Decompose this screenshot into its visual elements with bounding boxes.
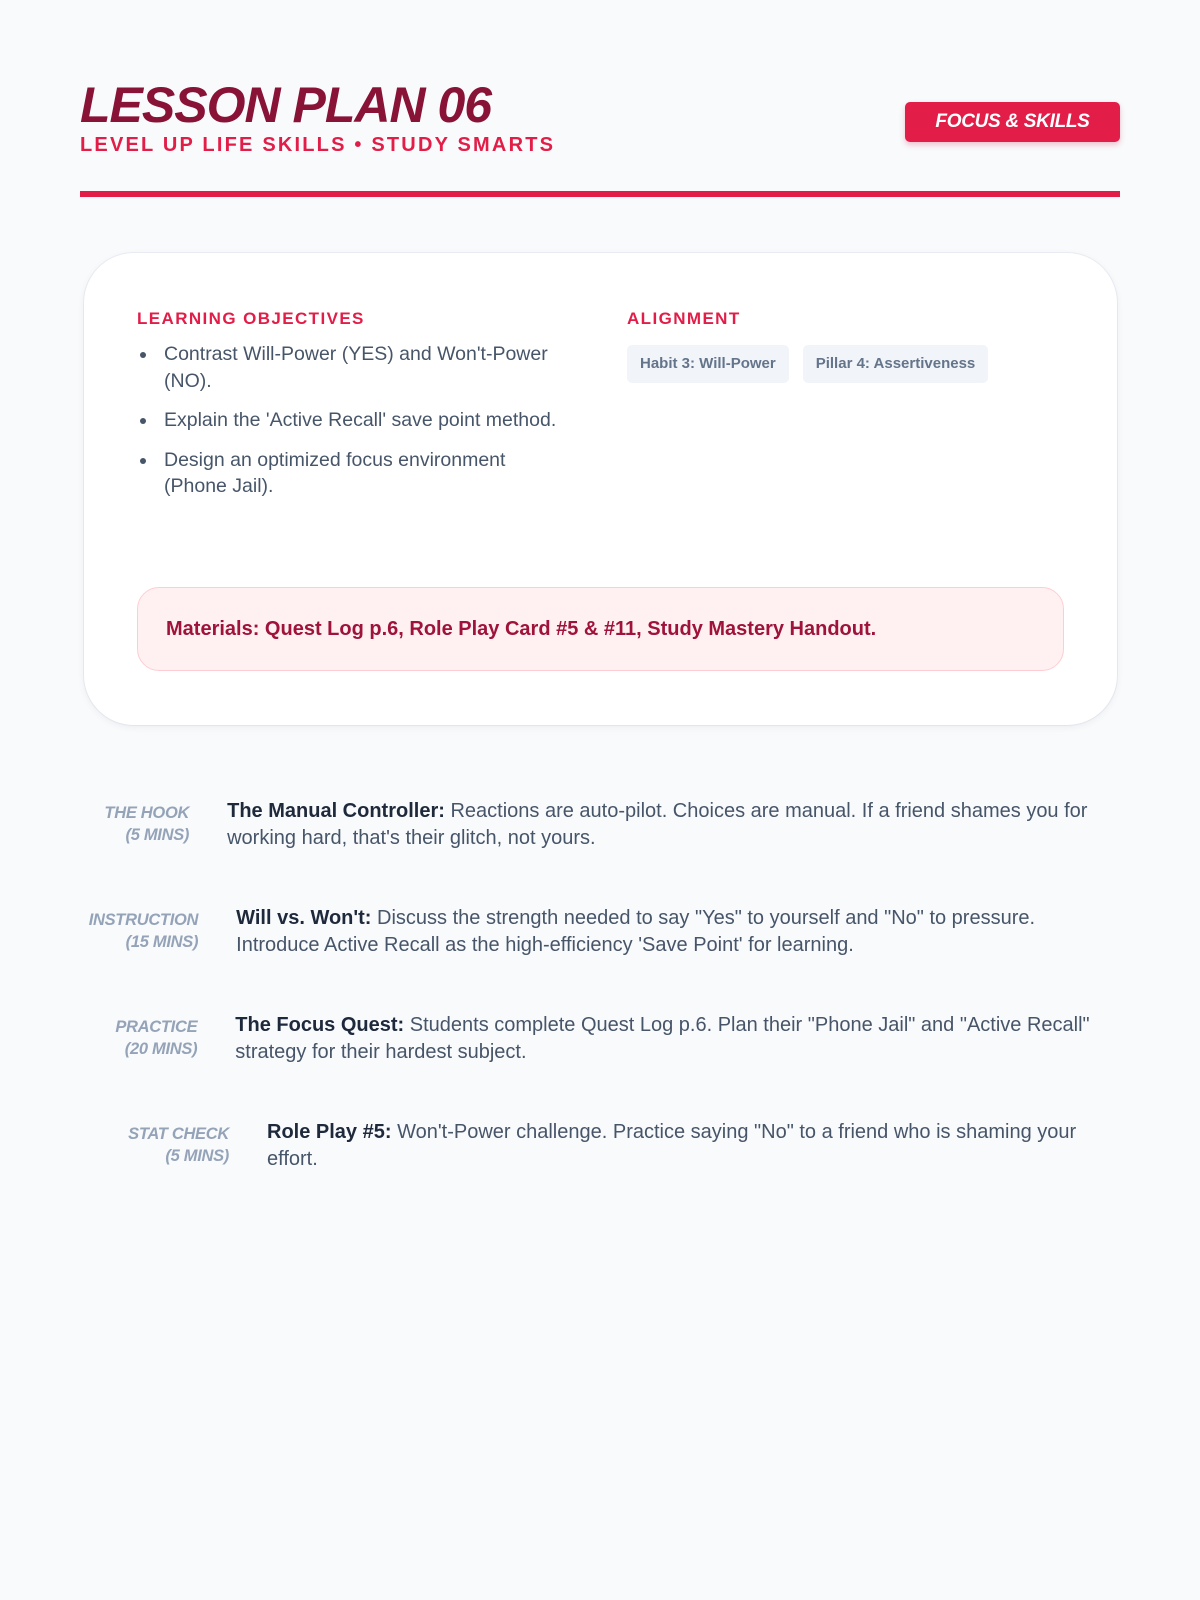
agenda-lead: Role Play #5: (267, 1121, 392, 1143)
alignment-heading: ALIGNMENT (627, 309, 741, 328)
agenda-description (236, 905, 1100, 959)
agenda-item-hook (80, 798, 1100, 852)
alignment-tags (627, 345, 1047, 383)
objective-item: Explain the 'Active Recall' save point method. (137, 407, 557, 434)
agenda-phase: STAT CHECK (128, 1125, 229, 1143)
category-badge: FOCUS & SKILLS (905, 102, 1120, 142)
agenda-body: Reactions are auto-pilot. Choices are manual. If a friend shames you for working hard, that's their glitch, not yours. (227, 800, 1088, 849)
agenda-body: Won't-Power challenge. Practice saying "No" to a friend who is shaming your effort. (267, 1121, 1077, 1170)
agenda-phase: PRACTICE (115, 1018, 198, 1036)
agenda-body: Students complete Quest Log p.6. Plan their "Phone Jail" and "Active Recall" strategy for their hardest subject. (235, 1014, 1090, 1063)
agenda-duration: (5 MINS) (165, 1147, 229, 1165)
agenda-description (227, 798, 1100, 852)
agenda-time (80, 798, 189, 846)
alignment-section (627, 309, 1047, 383)
agenda-item-stat-check (80, 1119, 1100, 1173)
alignment-tag: Pillar 4: Assertiveness (803, 345, 989, 383)
objective-item: Contrast Will-Power (YES) and Won't-Power (NO). (137, 341, 557, 394)
agenda-phase: INSTRUCTION (88, 911, 199, 929)
agenda-lead: The Focus Quest: (235, 1014, 405, 1036)
overview-card (84, 253, 1117, 725)
agenda-description (235, 1012, 1100, 1066)
agenda-lead: The Manual Controller: (227, 800, 445, 822)
page-title: LESSON PLAN 06 (80, 77, 492, 133)
agenda-time (80, 1012, 197, 1060)
agenda-lead: Will vs. Won't: (236, 907, 372, 929)
header (80, 0, 1120, 197)
agenda-body: Discuss the strength needed to say "Yes" to yourself and "No" to pressure. Introduce Active Recall as the high-efficiency 'Save Point' for learning. (236, 907, 1036, 956)
materials-callout: Materials: Quest Log p.6, Role Play Card #5 & #11, Study Mastery Handout. (137, 587, 1064, 671)
agenda-time (80, 905, 198, 953)
agenda-description (267, 1119, 1087, 1173)
page-subtitle: LEVEL UP LIFE SKILLS • STUDY SMARTS (80, 134, 556, 156)
objectives-section (137, 309, 557, 513)
agenda-duration: (15 MINS) (125, 933, 199, 951)
agenda-item-practice (80, 1012, 1100, 1066)
agenda-duration: (5 MINS) (125, 826, 190, 844)
objectives-list (137, 341, 557, 500)
agenda-time (80, 1119, 229, 1167)
agenda-duration: (20 MINS) (124, 1040, 198, 1058)
agenda-phase: THE HOOK (104, 804, 190, 822)
objective-item: Design an optimized focus environment (Phone Jail). (137, 447, 557, 500)
alignment-tag: Habit 3: Will-Power (627, 345, 789, 383)
objectives-heading: LEARNING OBJECTIVES (137, 309, 365, 328)
agenda-item-instruction (80, 905, 1100, 959)
